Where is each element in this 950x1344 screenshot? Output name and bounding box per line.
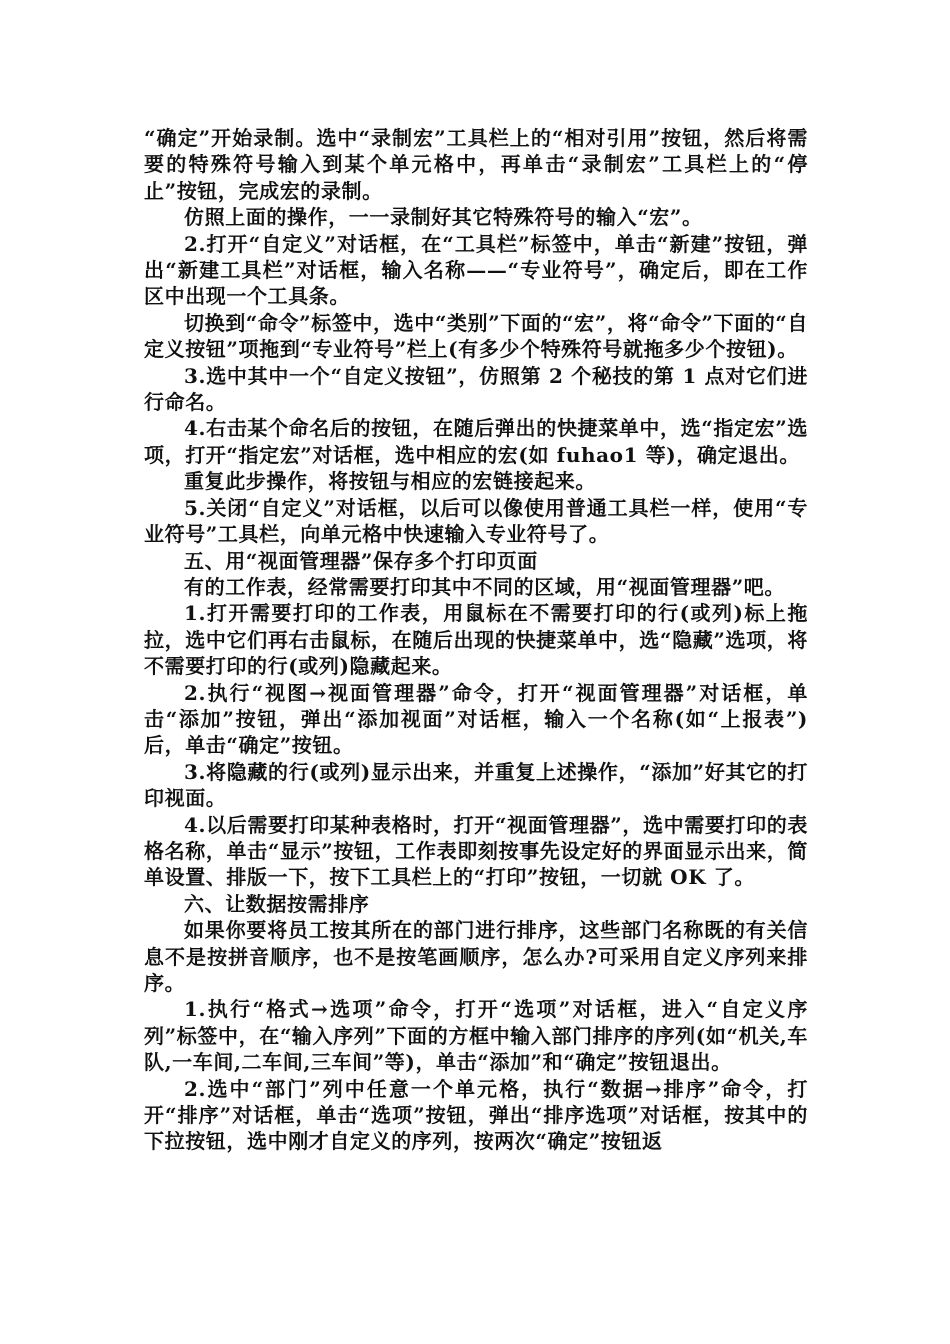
paragraph: 5.关闭“自定义”对话框，以后可以像使用普通工具栏一样，使用“专业符号”工具栏，向单元格中快速输入专业符号了。 <box>144 495 808 547</box>
paragraph: “确定”开始录制。选中“录制宏”工具栏上的“相对引用”按钮，然后将需要的特殊符号输入到某个单元格中，再单击“录制宏”工具栏上的“停止”按钮，完成宏的录制。 <box>144 126 808 203</box>
paragraph: 2.执行“视图→视面管理器”命令，打开“视面管理器”对话框，单击“添加”按钮，弹出“添加视面”对话框，输入一个名称(如“上报表”)后，单击“确定”按钮。 <box>144 680 808 758</box>
paragraph: 3.将隐藏的行(或列)显示出来，并重复上述操作，“添加”好其它的打印视面。 <box>144 759 808 811</box>
paragraph: 重复此步操作，将按钮与相应的宏链接起来。 <box>184 469 596 494</box>
paragraph: 4.以后需要打印某种表格时，打开“视面管理器”，选中需要打印的表格名称，单击“显示”按钮，工作表即刻按事先设定好的界面显示出来，简单设置、排版一下，按下工具栏上的“打印”按钮，一切就 OK 了。 <box>144 812 808 890</box>
paragraph: 2.选中“部门”列中任意一个单元格，执行“数据→排序”命令，打开“排序”对话框，单击“选项”按钮，弹出“排序选项”对话框，按其中的下拉按钮，选中刚才自定义的序列，按两次“确定”按钮返 <box>144 1076 808 1154</box>
paragraph: 有的工作表，经常需要打印其中不同的区域，用“视面管理器”吧。 <box>184 574 786 599</box>
paragraph: 如果你要将员工按其所在的部门进行排序，这些部门名称既的有关信息不是按拼音顺序，也不是按笔画顺序，怎么办?可采用自定义序列来排序。 <box>144 918 808 995</box>
section-heading: 五、用“视面管理器”保存多个打印页面 <box>184 548 538 573</box>
paragraph: 切换到“命令”标签中，选中“类别”下面的“宏”，将“命令”下面的“自定义按钮”项拖到“专业符号”栏上(有多少个特殊符号就拖多少个按钮)。 <box>144 310 808 362</box>
paragraph: 1.执行“格式→选项”命令，打开“选项”对话框，进入“自定义序列”标签中，在“输入序列”下面的方框中输入部门排序的序列(如“机关,车队,一车间,二车间,三车间”等)，单击“添加”和“确定”按钮退出。 <box>144 997 808 1075</box>
paragraph: 1.打开需要打印的工作表，用鼠标在不需要打印的行(或列)标上拖拉，选中它们再右击鼠标，在随后出现的快捷菜单中，选“隐藏”选项，将不需要打印的行(或列)隐藏起来。 <box>144 601 808 679</box>
paragraph: 4.右击某个命名后的按钮，在随后弹出的快捷菜单中，选“指定宏”选项，打开“指定宏”对话框，选中相应的宏(如 fuhao1 等)，确定退出。 <box>144 416 808 467</box>
paragraph: 2.打开“自定义”对话框，在“工具栏”标签中，单击“新建”按钮，弹出“新建工具栏”对话框，输入名称——“专业符号”，确定后，即在工作区中出现一个工具条。 <box>144 231 808 309</box>
section-heading: 六、让数据按需排序 <box>184 891 370 916</box>
paragraph: 仿照上面的操作，一一录制好其它特殊符号的输入“宏”。 <box>184 205 703 230</box>
paragraph: 3.选中其中一个“自定义按钮”，仿照第 2 个秘技的第 1 点对它们进行命名。 <box>144 363 808 415</box>
document-body <box>144 125 808 1155</box>
